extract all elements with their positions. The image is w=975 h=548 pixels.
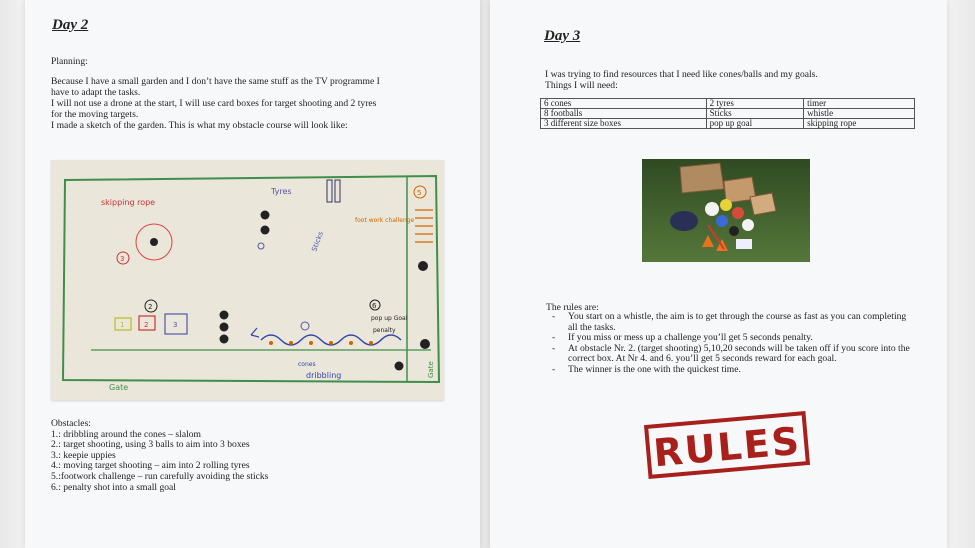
rules-list (546, 312, 916, 375)
table-row (541, 119, 915, 129)
football-icon (729, 226, 739, 236)
football-icon (220, 335, 229, 344)
obstacle-item: 1.: dribbling around the cones – slalom (51, 428, 202, 440)
skipping-rope-label: skipping rope (101, 198, 156, 207)
obstacle-item: 3.: keepie uppies (51, 449, 116, 461)
table-cell: skipping rope (804, 119, 915, 129)
dribbling-label: dribbling (306, 371, 342, 380)
table-cell: Sticks (706, 109, 804, 119)
football-icon (716, 215, 728, 227)
table-cell: 6 cones (541, 99, 707, 109)
obstacles-label: Obstacles: (51, 418, 91, 429)
table-cell: 2 tyres (706, 99, 804, 109)
table-row (541, 99, 915, 109)
box-number-2: 2 (144, 321, 149, 329)
tyres-label: Tyres (271, 187, 292, 196)
football-icon (720, 199, 732, 211)
table-cell: whistle (804, 109, 915, 119)
sketch-number-5: 5 (417, 189, 422, 197)
obstacle-item: 2.: target shooting, using 3 balls to aim into 3 boxes (51, 439, 250, 451)
intro-line: have to adapt the tasks. (51, 87, 141, 98)
day2-heading: Day 2 (52, 17, 89, 33)
sketch-number-3: 3 (120, 255, 125, 263)
needs-table (540, 98, 915, 129)
intro-line: I made a sketch of the garden. This is what my obstacle course will look like: (51, 120, 348, 131)
penalty-label: penalty (373, 327, 396, 334)
table-cell: 3 different size boxes (541, 119, 707, 129)
obstacle-item: 4.: moving target shooting – aim into 2 rolling tyres (51, 460, 250, 472)
gate-left-label: Gate (109, 383, 129, 392)
gate-right-label: Gate (427, 361, 435, 378)
table-cell: pop up goal (706, 119, 804, 129)
intro-line: I was trying to find resources that I need like cones/balls and my goals. (545, 69, 818, 80)
table-cell: timer (804, 99, 915, 109)
obstacle-item: 6.: penalty shot into a small goal (51, 481, 176, 493)
day3-heading: Day 3 (544, 28, 581, 44)
box-number-1: 1 (120, 321, 125, 329)
football-icon (705, 202, 719, 216)
football-icon (420, 339, 430, 349)
football-icon (150, 238, 158, 246)
intro-line: Because I have a small garden and I don’t have the same stuff as the TV programme I (51, 76, 380, 87)
rules-label: The rules are: (546, 302, 599, 313)
day3-intro (545, 69, 818, 91)
rule-item: - The winner is the one with the quickest time. (546, 365, 916, 376)
garden-sketch (51, 160, 444, 400)
day2-page (25, 0, 480, 548)
football-icon (261, 211, 270, 220)
intro-line: for the moving targets. (51, 109, 139, 120)
box-number-3: 3 (173, 321, 178, 329)
intro-line: Things I will need: (545, 80, 618, 91)
obstacle-item: 5.:footwork challenge – run carefully avoiding the sticks (51, 470, 269, 482)
tyre-icon (670, 211, 698, 231)
goal-label: pop up Goal (371, 315, 408, 322)
cardboard-box (750, 193, 776, 215)
paper-icon (736, 239, 752, 249)
football-icon (220, 323, 229, 332)
rules-stamp (640, 410, 815, 480)
day2-intro (51, 76, 380, 131)
table-row (541, 109, 915, 119)
cones-label: cones (298, 361, 316, 368)
rule-item: - You start on a whistle, the aim is to get through the course as fast as you can completing all the tasks. (546, 312, 916, 333)
table-cell: 8 footballs (541, 109, 707, 119)
obstacles-list (51, 419, 268, 493)
football-icon (742, 219, 754, 231)
rule-item: - At obstacle Nr. 2. (target shooting) 5,10,20 seconds will be taken off if you score into the correct box. At Nr 4. and 6. you’ll get 5 seconds reward for each goal. (546, 344, 916, 365)
rule-item: - If you miss or mess up a challenge you’ll get 5 seconds penalty. (546, 333, 916, 344)
sticks-label: Sticks (310, 230, 325, 253)
cardboard-box (680, 163, 724, 193)
football-icon (732, 207, 744, 219)
stamp-text: RULES (651, 418, 803, 476)
planning-label: Planning: (51, 56, 88, 67)
sketch-number-2: 2 (148, 303, 153, 311)
intro-line: I will not use a drone at the start, I will use card boxes for target shooting and 2 tyres (51, 98, 377, 109)
footwork-label: foot work challenge (355, 217, 415, 224)
football-icon (418, 261, 428, 271)
sketch-number-6: 6 (372, 302, 377, 310)
football-icon (261, 226, 270, 235)
football-icon (220, 311, 229, 320)
day3-page (490, 0, 947, 548)
football-icon (395, 362, 404, 371)
equipment-photo (642, 159, 810, 262)
